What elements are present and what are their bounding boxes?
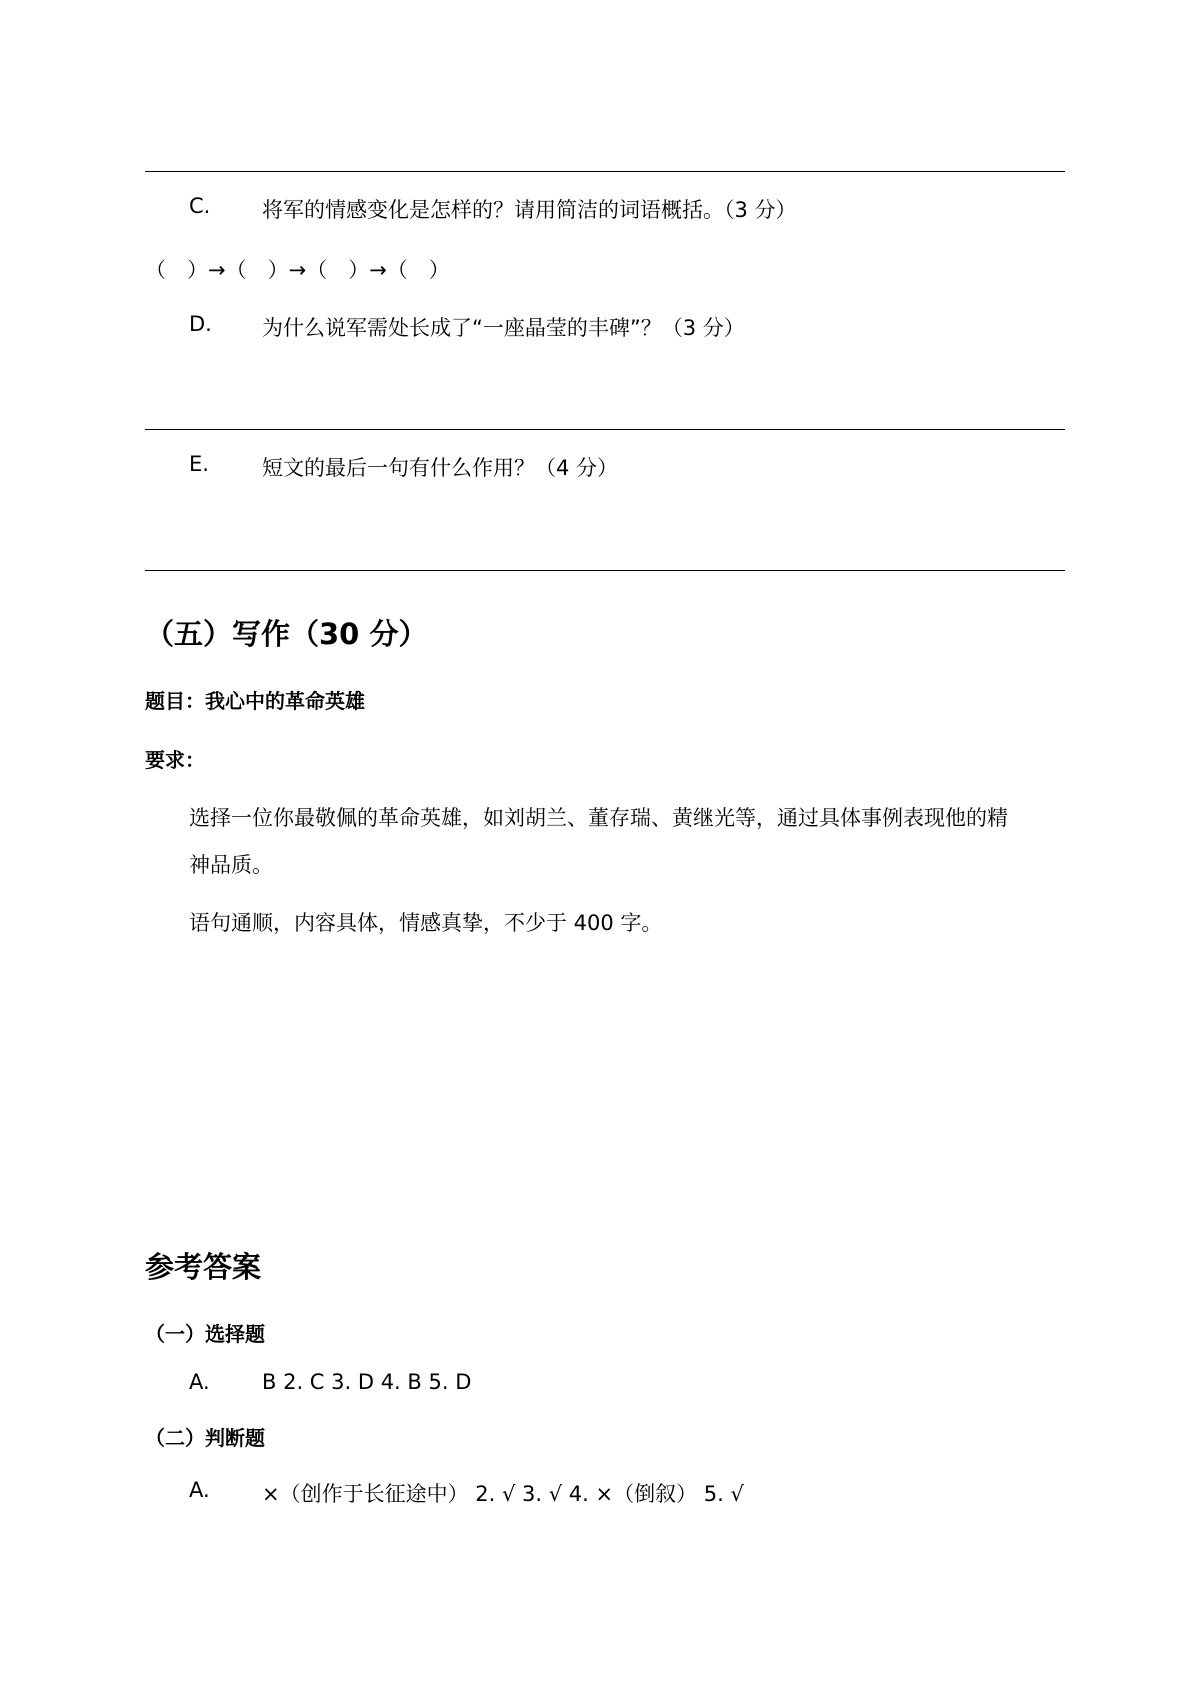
answers-heading: 参考答案 <box>145 1250 262 1284</box>
answers-section-1-marker: A. <box>189 1370 210 1394</box>
answers-section-2-marker: A. <box>189 1478 210 1502</box>
answers-section-2-title: （二）判断题 <box>145 1426 265 1450</box>
question-d-text: 为什么说军需处长成了“一座晶莹的丰碑”？（3 分） <box>262 316 745 340</box>
requirement-2: 语句通顺，内容具体，情感真挚，不少于 400 字。 <box>189 911 663 935</box>
answer-line <box>145 570 1065 571</box>
question-c-text: 将军的情感变化是怎样的？请用简洁的词语概括。（3 分） <box>262 198 797 222</box>
question-c-marker: C. <box>189 194 211 218</box>
answers-section-1-text: B 2. C 3. D 4. B 5. D <box>262 1370 472 1394</box>
answers-section-2-text: ×（创作于长征途中） 2. √ 3. √ 4. ×（倒叙） 5. √ <box>262 1482 744 1506</box>
answers-section-1-title: （一）选择题 <box>145 1322 265 1346</box>
answer-line <box>145 429 1065 430</box>
emotion-chain-blanks: （ ）→（ ）→（ ）→（ ） <box>145 258 450 282</box>
question-d-marker: D. <box>189 312 212 336</box>
requirements-label: 要求： <box>145 748 205 772</box>
question-e-text: 短文的最后一句有什么作用？（4 分） <box>262 456 619 480</box>
requirement-1-line-2: 神品质。 <box>189 853 273 877</box>
question-e-marker: E. <box>189 452 209 476</box>
answer-line <box>145 171 1065 172</box>
writing-heading: （五）写作（30 分） <box>145 617 428 651</box>
requirement-1-line-1: 选择一位你最敬佩的革命英雄，如刘胡兰、董存瑞、黄继光等，通过具体事例表现他的精 <box>189 806 1008 830</box>
writing-topic: 题目：我心中的革命英雄 <box>145 689 365 713</box>
